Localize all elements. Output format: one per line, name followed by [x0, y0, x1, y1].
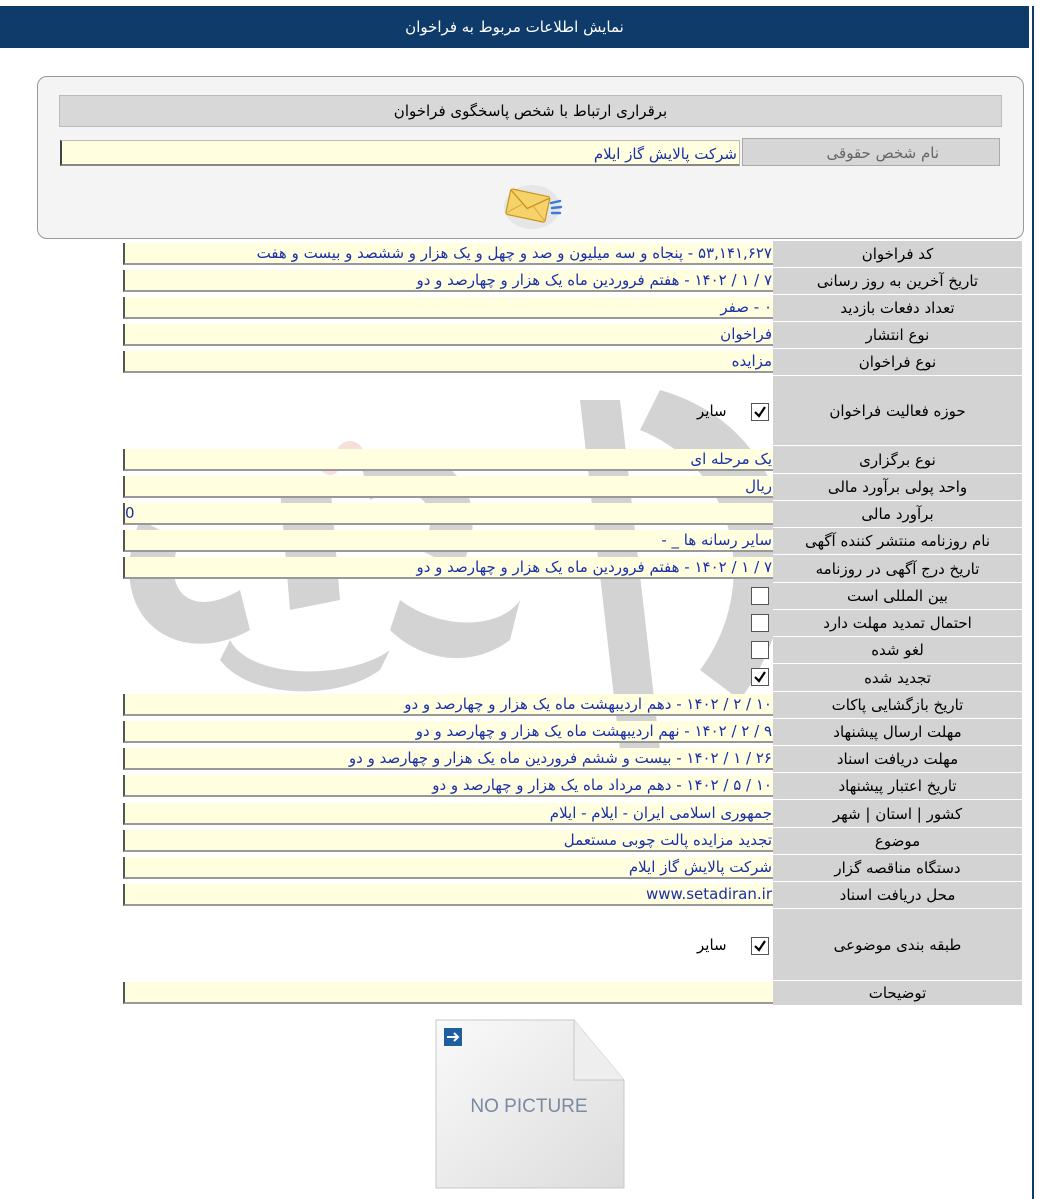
row-opening-date: [123, 692, 1022, 719]
category-option: سایر: [697, 936, 727, 954]
value-location: جمهوری اسلامی ایران - ایلام - ایلام: [123, 803, 773, 825]
row-international: [123, 583, 1022, 610]
row-validity-date: [123, 773, 1022, 800]
page-header: نمایش اطلاعات مربوط به فراخوان: [0, 6, 1029, 48]
label-call-type: نوع فراخوان: [773, 349, 1022, 376]
value-bid-deadline: ۹ / ۲ / ۱۴۰۲ - نهم اردیبهشت ماه یک هزار و چهارصد و دو: [123, 721, 773, 743]
contact-title: برقراری ارتباط با شخص پاسخگوی فراخوان: [59, 95, 1002, 127]
value-description: [123, 982, 773, 1004]
legal-person-name-value: شرکت پالایش گاز ایلام: [60, 140, 740, 166]
value-last-update: ۷ / ۱ / ۱۴۰۲ - هفتم فروردین ماه یک هزار و چهارصد و دو: [123, 270, 773, 292]
row-bid-deadline: [123, 719, 1022, 746]
label-publish-type: نوع انتشار: [773, 322, 1022, 349]
label-estimate: برآورد مالی: [773, 501, 1022, 528]
row-call-type: [123, 349, 1022, 376]
row-holding-type: [123, 446, 1022, 474]
renewed-checkbox[interactable]: [751, 668, 769, 686]
value-visits: ۰ - صفر: [123, 297, 773, 319]
value-currency: ریال: [123, 476, 773, 498]
value-call-type: مزایده: [123, 351, 773, 373]
row-category: [123, 909, 1022, 981]
label-category: طبقه بندی موضوعی: [773, 909, 1022, 981]
label-subject: موضوع: [773, 828, 1022, 855]
row-activity-scope: [123, 376, 1022, 446]
row-renewed: [123, 664, 1022, 692]
label-activity-scope: حوزه فعالیت فراخوان: [773, 376, 1022, 446]
activity-scope-option: سایر: [697, 402, 727, 420]
label-currency: واحد پولی برآورد مالی: [773, 474, 1022, 501]
value-opening-date: ۱۰ / ۲ / ۱۴۰۲ - دهم اردیبهشت ماه یک هزار و چهارصد و دو: [123, 694, 773, 716]
category-checkbox[interactable]: [751, 937, 769, 955]
envelope-icon[interactable]: [502, 181, 564, 229]
contact-box: [37, 76, 1024, 239]
label-docs-place: محل دریافت اسناد: [773, 882, 1022, 909]
row-organizer: [123, 855, 1022, 882]
value-organizer: شرکت پالایش گاز ایلام: [123, 857, 773, 879]
value-publish-type: فراخوان: [123, 324, 773, 346]
label-newspaper-date: تاریخ درج آگهی در روزنامه: [773, 555, 1022, 583]
label-visits: تعداد دفعات بازدید: [773, 295, 1022, 322]
value-subject: تجدید مزایده پالت چوبی مستعمل: [123, 830, 773, 852]
row-visits: [123, 295, 1022, 322]
no-picture-icon: [434, 1018, 626, 1190]
value-docs-place[interactable]: www.setadiran.ir: [123, 884, 773, 906]
label-renewed: تجدید شده: [773, 664, 1022, 692]
activity-scope-checkbox[interactable]: [751, 403, 769, 421]
row-last-update: [123, 268, 1022, 295]
row-subject: [123, 828, 1022, 855]
row-newspaper: [123, 528, 1022, 555]
label-last-update: تاریخ آخرین به روز رسانی: [773, 268, 1022, 295]
value-estimate: 0: [123, 503, 773, 525]
row-currency: [123, 474, 1022, 501]
label-newspaper: نام روزنامه منتشر کننده آگهی: [773, 528, 1022, 555]
international-checkbox[interactable]: [751, 587, 769, 605]
value-holding-type: یک مرحله ای: [123, 449, 773, 471]
label-location: کشور | استان | شهر: [773, 800, 1022, 828]
no-picture-text: NO PICTURE: [470, 1096, 588, 1117]
value-validity-date: ۱۰ / ۵ / ۱۴۰۲ - دهم مرداد ماه یک هزار و چهارصد و دو: [123, 775, 773, 797]
row-newspaper-date: [123, 555, 1022, 583]
row-extension-possible: [123, 610, 1022, 637]
row-description: [123, 981, 1022, 1006]
label-validity-date: تاریخ اعتبار پیشنهاد: [773, 773, 1022, 800]
label-organizer: دستگاه مناقصه گزار: [773, 855, 1022, 882]
row-location: [123, 800, 1022, 828]
row-cancelled: [123, 637, 1022, 664]
extension-possible-checkbox[interactable]: [751, 614, 769, 632]
value-code: ۵۳,۱۴۱,۶۲۷ - پنجاه و سه میلیون و صد و چهل و یک هزار و ششصد و بیست و هفت: [123, 243, 773, 265]
value-newspaper: سایر رسانه ها _ -: [123, 530, 773, 552]
value-docs-deadline: ۲۶ / ۱ / ۱۴۰۲ - بیست و ششم فروردین ماه یک هزار و چهارصد و دو: [123, 748, 773, 770]
row-docs-deadline: [123, 746, 1022, 773]
label-code: کد فراخوان: [773, 241, 1022, 268]
row-publish-type: [123, 322, 1022, 349]
label-extension-possible: احتمال تمدید مهلت دارد: [773, 610, 1022, 637]
label-holding-type: نوع برگزاری: [773, 446, 1022, 474]
value-newspaper-date: ۷ / ۱ / ۱۴۰۲ - هفتم فروردین ماه یک هزار و چهارصد و دو: [123, 557, 773, 579]
label-opening-date: تاریخ بازگشایی پاکات: [773, 692, 1022, 719]
label-international: بین المللی است: [773, 583, 1022, 610]
legal-person-name-label: نام شخص حقوقی: [742, 138, 1000, 166]
cancelled-checkbox[interactable]: [751, 641, 769, 659]
row-docs-place: [123, 882, 1022, 909]
label-cancelled: لغو شده: [773, 637, 1022, 664]
label-docs-deadline: مهلت دریافت اسناد: [773, 746, 1022, 773]
row-code: [123, 241, 1022, 268]
row-estimate: [123, 501, 1022, 528]
right-border: [1032, 6, 1034, 1199]
label-description: توضیحات: [773, 981, 1022, 1006]
label-bid-deadline: مهلت ارسال پیشنهاد: [773, 719, 1022, 746]
